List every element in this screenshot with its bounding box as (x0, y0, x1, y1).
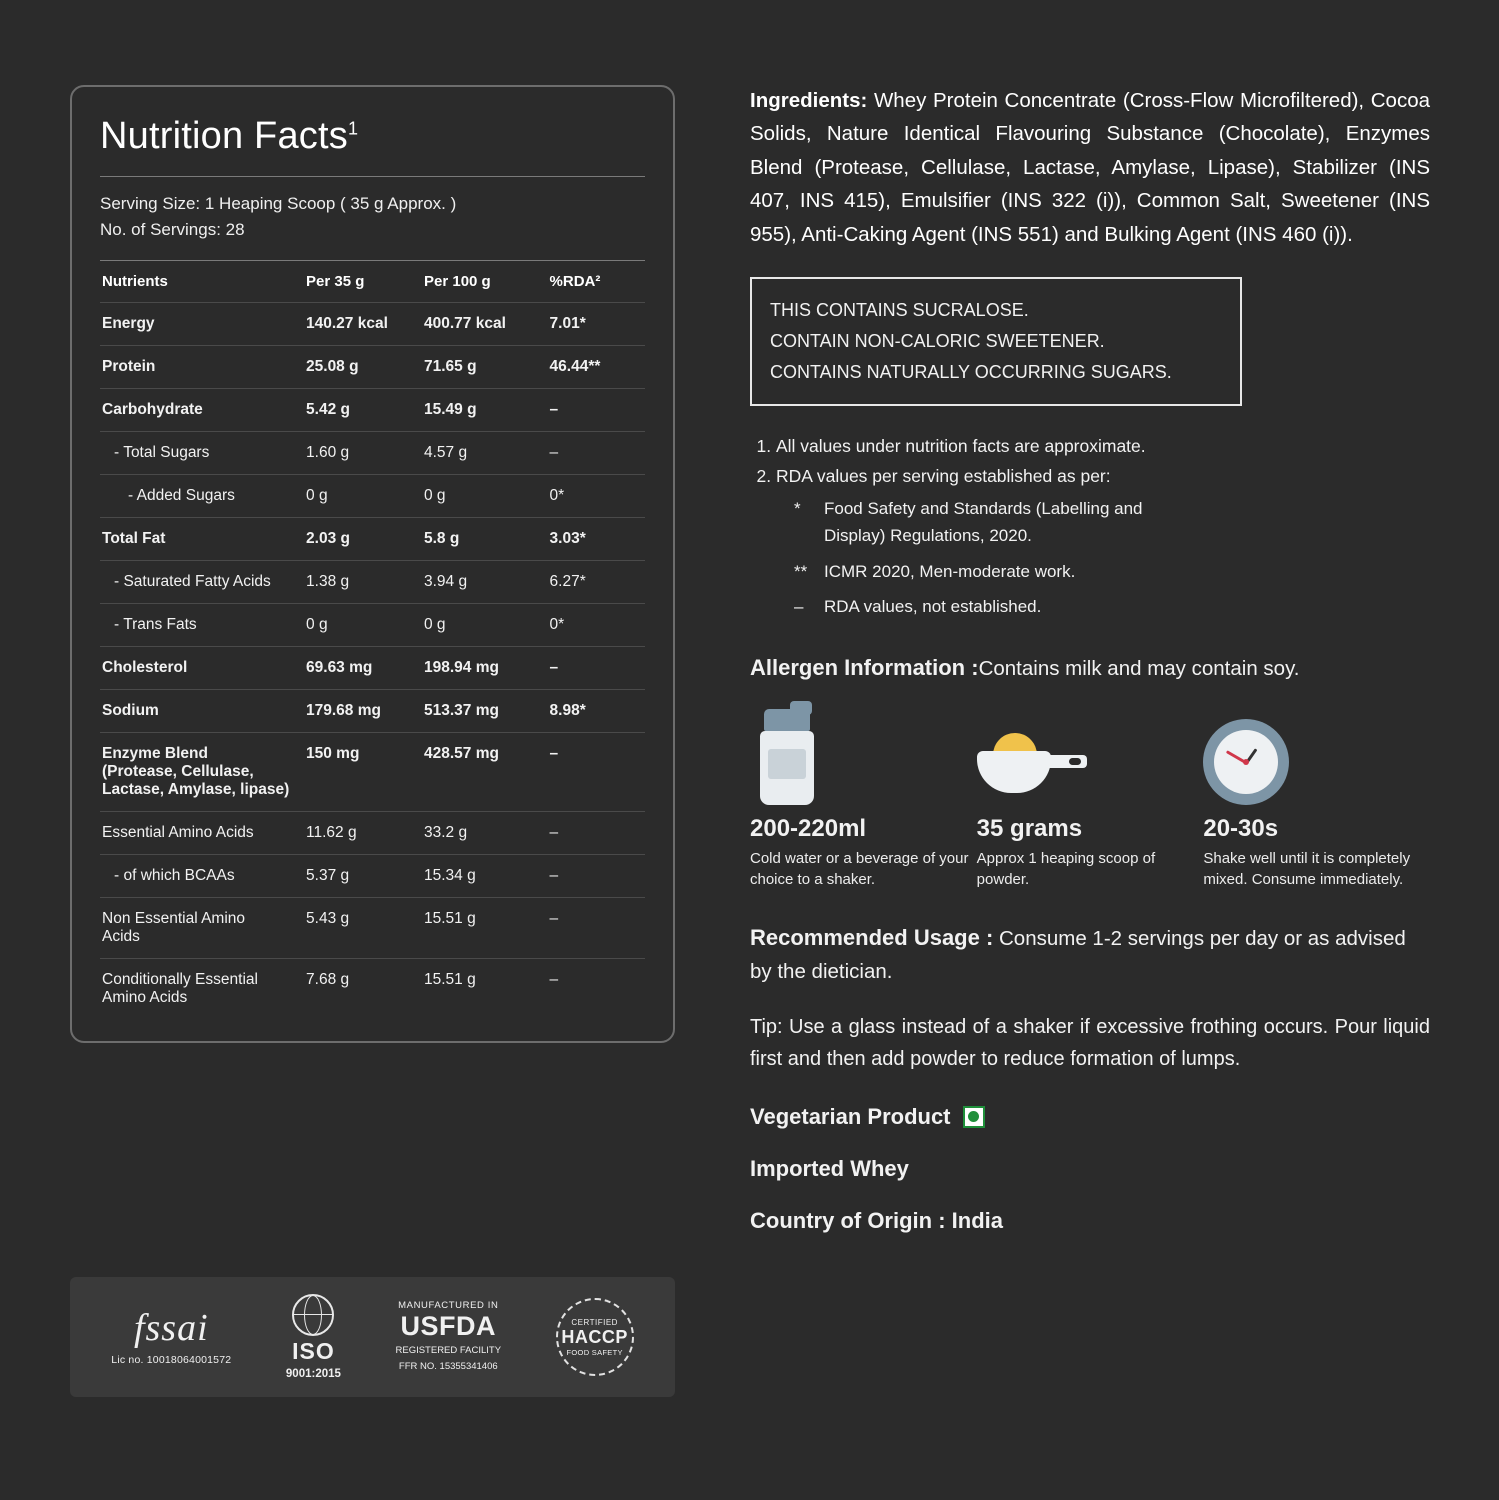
how-to-heading: 20-30s (1203, 814, 1279, 842)
how-to-use-section (750, 705, 1430, 891)
footnote-mark: ** (794, 561, 808, 581)
nutrition-facts-column (70, 85, 675, 1043)
table-row (100, 474, 645, 517)
value-rda: – (548, 646, 645, 689)
value-per-35g: 2.03 g (304, 517, 422, 560)
value-per-35g: 1.38 g (304, 560, 422, 603)
table-row (100, 732, 645, 811)
nutrition-facts-title-text: Nutrition Facts (100, 115, 348, 157)
nutrient-name: - Trans Fats (100, 603, 304, 646)
value-per-100g: 15.49 g (422, 388, 548, 431)
footnote-mark: – (794, 597, 804, 617)
vegetarian-label: Vegetarian Product (750, 1103, 951, 1129)
table-row (100, 646, 645, 689)
value-per-35g: 1.60 g (304, 431, 422, 474)
nutrient-name: Conditionally Essential Amino Acids (102, 970, 258, 1006)
value-per-100g: 3.94 g (422, 560, 548, 603)
how-to-heading: 35 grams (976, 814, 1083, 842)
nutrient-name: - Total Sugars (100, 431, 304, 474)
sucralose-line-3: CONTAINS NATURALLY OCCURRING SUGARS. (770, 361, 1172, 382)
footnote-1: 1. All values under nutrition facts are approximate. (776, 432, 1430, 460)
table-row (100, 689, 645, 732)
value-rda: 0* (548, 603, 645, 646)
table-row (100, 345, 645, 388)
nutrient-name: - Added Sugars (100, 474, 304, 517)
haccp-bottom-text: FOOD SAFETY (566, 1347, 623, 1357)
footnote-mark: * (794, 498, 801, 518)
recommended-usage-section (750, 920, 1430, 989)
value-per-100g: 4.57 g (422, 431, 548, 474)
scoop-icon (977, 705, 1204, 805)
value-per-100g: 0 g (422, 474, 548, 517)
value-rda: – (548, 732, 645, 811)
ingredients-section (750, 84, 1430, 251)
value-per-35g: 150 mg (304, 732, 422, 811)
table-row (100, 431, 645, 474)
usfda-top-text: MANUFACTURED IN (398, 1300, 499, 1312)
value-per-35g: 5.43 g (304, 897, 422, 958)
divider (100, 176, 645, 177)
globe-icon (292, 1294, 334, 1336)
seal-icon (556, 1298, 634, 1376)
sucralose-line-2: CONTAIN NON-CALORIC SWEETENER. (770, 330, 1105, 351)
value-per-100g: 5.8 g (422, 517, 548, 560)
sucralose-line-1: THIS CONTAINS SUCRALOSE. (770, 300, 1029, 321)
nutrient-name: - Saturated Fatty Acids (100, 560, 304, 603)
value-per-100g: 400.77 kcal (422, 302, 548, 345)
haccp-label: HACCP (561, 1326, 628, 1347)
nutrient-name: Energy (100, 302, 304, 345)
how-to-step-shake (1203, 705, 1430, 891)
nutrient-name: Non Essential Amino Acids (100, 897, 304, 958)
footnote-sub-text: ICMR 2020, Men-moderate work. (824, 561, 1076, 581)
value-per-35g: 11.62 g (304, 811, 422, 854)
haccp-certification (556, 1298, 634, 1376)
table-header-row (100, 261, 645, 303)
table-row (100, 603, 645, 646)
table-row (100, 811, 645, 854)
tip-text: Tip: Use a glass instead of a shaker if excessive frothing occurs. Pour liquid first and then add powder to reduce formation of lumps. (750, 1015, 1430, 1071)
vegetarian-product-line (750, 1104, 1430, 1130)
how-to-step-powder (977, 705, 1204, 891)
value-rda: – (548, 854, 645, 897)
ingredients-label: Ingredients: (750, 89, 868, 112)
value-per-35g: 7.68 g (306, 970, 350, 988)
value-rda: – (548, 388, 645, 431)
usfda-ffr-number: FFR NO. 15355341406 (398, 1361, 498, 1372)
nutrient-name: Carbohydrate (100, 388, 304, 431)
how-to-text: Shake well until it is completely mixed. Consume immediately. (1203, 849, 1411, 888)
nutrient-name: Enzyme Blend (Protease, Cellulase, Lactase, Amylase, lipase) (100, 732, 304, 811)
nutrient-name: Essential Amino Acids (100, 811, 304, 854)
footnote-sub-text: RDA values, not established. (824, 597, 1042, 617)
value-per-100g: 198.94 mg (422, 646, 548, 689)
nutrition-table (100, 261, 645, 1019)
table-row (100, 388, 645, 431)
value-per-100g: 513.37 mg (422, 689, 548, 732)
how-to-text: Cold water or a beverage of your choice to a shaker. (750, 849, 969, 888)
value-per-35g: 0 g (304, 603, 422, 646)
how-to-step-water (750, 705, 977, 891)
page-title (100, 115, 645, 158)
footnote-sub-text: Food Safety and Standards (Labelling and Display) Regulations, 2020. (824, 498, 1143, 546)
ingredients-text: Whey Protein Concentrate (Cross-Flow Microfiltered), Cocoa Solids, Nature Identical Flavouring Substance (Chocolate), Enzymes Blend (Protease, Cellulase, Lactase, Amylase, Lipase), Stabilizer (INS 407, INS 415), Emulsifier (INS 322 (i)), Common Salt, Sweetener (INS 955), Anti-Caking Agent (INS 551) and Bulking Agent (INS 460 (i)). (750, 89, 1430, 246)
table-row (100, 560, 645, 603)
country-of-origin-line: Country of Origin : India (750, 1207, 1003, 1233)
table-row (100, 302, 645, 345)
value-per-35g: 25.08 g (304, 345, 422, 388)
value-per-35g: 140.27 kcal (304, 302, 422, 345)
value-rda: – (548, 811, 645, 854)
value-rda: 3.03* (548, 517, 645, 560)
table-row (100, 854, 645, 897)
value-per-100g: 15.51 g (422, 897, 548, 958)
column-header-nutrients: Nutrients (100, 261, 304, 303)
table-row (100, 958, 645, 1019)
footnote-sub-1 (794, 495, 1430, 550)
value-rda: – (548, 431, 645, 474)
table-row (100, 897, 645, 958)
nutrition-table-body (100, 302, 645, 1019)
value-per-100g: 0 g (422, 603, 548, 646)
value-rda: – (548, 897, 645, 958)
column-header-per100: Per 100 g (422, 261, 548, 303)
value-rda: 7.01* (548, 302, 645, 345)
table-row (100, 517, 645, 560)
iso-certification (286, 1294, 341, 1380)
value-per-100g: 71.65 g (422, 345, 548, 388)
value-per-100g: 15.34 g (422, 854, 548, 897)
value-rda: 0* (548, 474, 645, 517)
usage-text: Consume 1-2 servings per day or as advised by the dietician. (750, 927, 1406, 984)
haccp-top-text: CERTIFIED (571, 1317, 618, 1327)
value-per-35g: 0 g (304, 474, 422, 517)
nutrient-name: Cholesterol (100, 646, 304, 689)
sweetener-warning-box (750, 277, 1242, 406)
footnotes-list (750, 432, 1430, 491)
shaker-icon (750, 705, 977, 805)
product-attributes (750, 1104, 1430, 1234)
usage-label: Recommended Usage : (750, 925, 994, 951)
usfda-facility-text: REGISTERED FACILITY (395, 1345, 502, 1357)
iso-label: ISO (292, 1338, 335, 1364)
value-per-100g: 15.51 g (424, 970, 476, 988)
value-per-35g: 5.37 g (304, 854, 422, 897)
allergen-text: Contains milk and may contain soy. (978, 656, 1300, 680)
footnote-sub-list (794, 495, 1430, 621)
how-to-heading: 200-220ml (750, 814, 867, 842)
nutrient-name: Sodium (100, 689, 304, 732)
column-header-rda: %RDA² (548, 261, 645, 303)
footnote-sub-3 (794, 593, 1430, 621)
clock-icon (1203, 705, 1430, 805)
nutrient-name: - of which BCAAs (100, 854, 304, 897)
allergen-label: Allergen Information : (750, 654, 979, 680)
nutrition-facts-card (70, 85, 675, 1043)
iso-standard-number: 9001:2015 (285, 1368, 341, 1380)
value-per-100g: 33.2 g (422, 811, 548, 854)
title-superscript: 1 (347, 118, 359, 139)
value-rda: 8.98* (548, 689, 645, 732)
serving-size: Serving Size: 1 Heaping Scoop ( 35 g Approx. ) (100, 194, 457, 213)
how-to-text: Approx 1 heaping scoop of powder. (976, 849, 1156, 888)
veg-mark-icon (963, 1106, 985, 1128)
fssai-certification (111, 1306, 232, 1366)
certification-strip (70, 1277, 675, 1397)
nutrient-name: Protein (100, 345, 304, 388)
value-rda: 6.27* (548, 560, 645, 603)
fssai-logo-text: fssai (133, 1306, 209, 1349)
footnote-2: 2. RDA values per serving established as per: (776, 462, 1430, 490)
usfda-label: USFDA (400, 1311, 497, 1342)
column-header-per35: Per 35 g (304, 261, 422, 303)
imported-whey-line: Imported Whey (750, 1155, 909, 1181)
fssai-license-number: Lic no. 10018064001572 (111, 1353, 232, 1366)
servings-count: No. of Servings: 28 (100, 220, 245, 240)
value-per-100g: 428.57 mg (422, 732, 548, 811)
nutrient-name: Total Fat (100, 517, 304, 560)
value-rda: – (549, 970, 559, 988)
value-per-35g: 179.68 mg (304, 689, 422, 732)
footnote-sub-2 (794, 558, 1430, 586)
value-rda: 46.44** (548, 345, 645, 388)
allergen-section (750, 655, 1430, 681)
product-info-column (750, 84, 1430, 1260)
usfda-certification (396, 1300, 502, 1374)
value-per-35g: 69.63 mg (304, 646, 422, 689)
value-per-35g: 5.42 g (304, 388, 422, 431)
